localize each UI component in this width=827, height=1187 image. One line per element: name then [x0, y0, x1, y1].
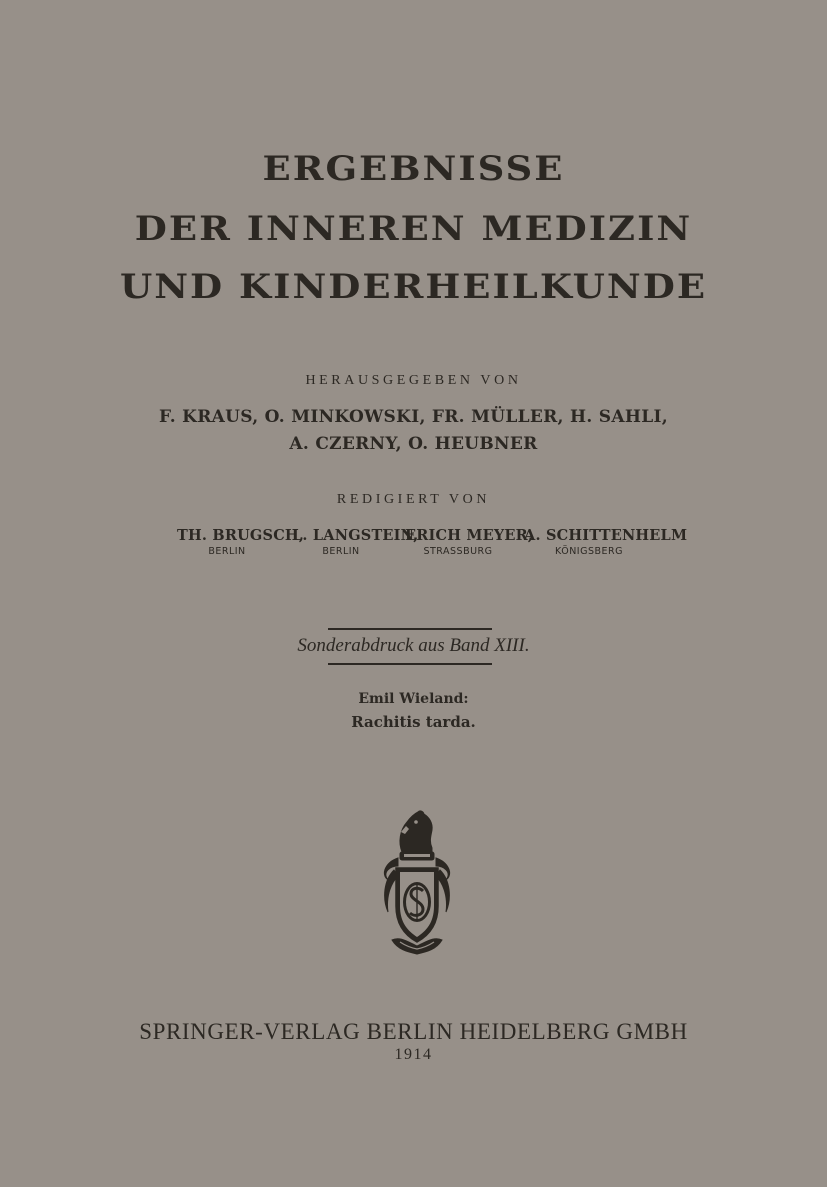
redactor-langstein [292, 527, 419, 557]
redactor-city: STRASSBURG [423, 546, 493, 557]
article-author: Emil Wieland: [358, 691, 469, 707]
editors-line-1: F. KRAUS, O. MINKOWSKI, FR. MÜLLER, H. SAHLI, [159, 407, 668, 427]
redactor-name: ERICH MEYER, [405, 527, 534, 544]
editors-label: HERAUSGEGEBEN VON [305, 373, 522, 388]
redactor-brugsch [177, 527, 305, 557]
series-title-line-1: ERGEBNISSE [262, 147, 565, 189]
divider-bottom [328, 663, 492, 665]
offprint-line: Sonderabdruck aus Band XIII. [297, 635, 530, 656]
redactor-name: TH. BRUGSCH, [177, 527, 305, 544]
divider-top [328, 628, 492, 630]
redactor-meyer [405, 527, 534, 557]
publisher-name: SPRINGER-VERLAG BERLIN HEIDELBERG GMBH [139, 1019, 688, 1044]
springer-knight-logo-icon [374, 808, 460, 964]
article-title: Rachitis tarda. [351, 713, 476, 731]
publication-year: 1914 [394, 1046, 433, 1063]
redaction-people [0, 527, 827, 567]
redactor-city: BERLIN [322, 546, 360, 557]
series-title-line-2: DER INNEREN MEDIZIN [134, 207, 693, 249]
redactor-name: L. LANGSTEIN, [292, 527, 419, 544]
redactor-schittenhelm [524, 527, 688, 557]
redactor-name: A. SCHITTENHELM [524, 527, 688, 544]
series-title-line-3: UND KINDERHEILKUNDE [119, 265, 708, 307]
redaction-label: REDIGIERT VON [336, 492, 491, 507]
redactor-city: KÖNIGSBERG [555, 546, 623, 557]
editors-line-2: A. CZERNY, O. HEUBNER [289, 434, 538, 454]
redactor-city: BERLIN [208, 546, 246, 557]
